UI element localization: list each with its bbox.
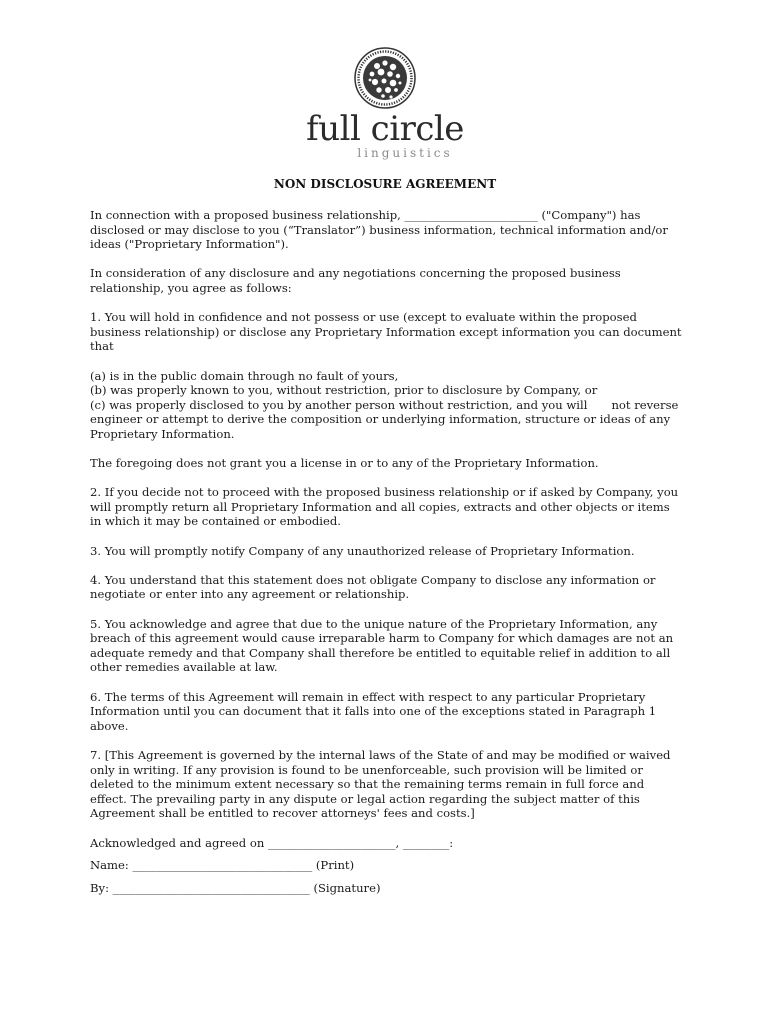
- company-logo: [0, 46, 770, 160]
- acknowledgement-line: Acknowledged and agreed on ______________________, ________:: [90, 835, 454, 850]
- clause-1: 1. You will hold in confidence and not possess or use (except to evaluate within the proposed business relationship) or disclose any Proprietary Information except information you can document that: [90, 310, 682, 354]
- clause-4: 4. You understand that this statement does not obligate Company to disclose any information or negotiate or enter into any agreement or relationship.: [90, 572, 656, 602]
- clause-5: 5. You acknowledge and agree that due to the unique nature of the Proprietary Information, any breach of this agreement would cause irreparable harm to Company for which damages are not an adequate remedy and that Company shall therefore be entitled to equitable relief in addition to all other remedies available at law.: [90, 616, 674, 675]
- clause-7: 7. [This Agreement is governed by the internal laws of the State of and may be modified or waived only in writing. If any provision is found to be unenforceable, such provision will be limited or deleted to the minimum extent necessary so that the remaining terms remain in full force and effect. The prevailing party in any dispute or legal action regarding the subject matter of this Agreement shall be entitled to recover attorneys' fees and costs.]: [90, 747, 671, 821]
- exception-c: (c) was properly disclosed to you by another person without restriction, and you will: [90, 397, 588, 412]
- clause-2: 2. If you decide not to proceed with the proposed business relationship or if asked by Company, you will promptly return all Proprietary Information and all copies, extracts and other objects or items in which it may be contained or embodied.: [90, 485, 679, 529]
- circle-logo-icon: [353, 46, 417, 110]
- clause-1-exceptions: [90, 369, 682, 442]
- name-signature-line: Name: _______________________________ (Print): [90, 858, 355, 873]
- license-paragraph: The foregoing does not grant you a license in or to any of the Proprietary Information.: [90, 456, 599, 471]
- brand-name: full circle: [306, 109, 464, 149]
- brand-tagline: linguistics: [357, 146, 453, 160]
- clause-6: 6. The terms of this Agreement will remain in effect with respect to any particular Proprietary Information until you can document that it falls into one of the exceptions stated in Paragraph 1 above.: [90, 689, 657, 733]
- exception-b: (b) was properly known to you, without restriction, prior to disclosure by Company, or: [90, 383, 598, 398]
- agreement-body: [90, 208, 682, 903]
- consideration-paragraph: In consideration of any disclosure and any negotiations concerning the proposed business relationship, you agree as follows:: [90, 266, 621, 295]
- document-title: NON DISCLOSURE AGREEMENT: [273, 177, 497, 191]
- clause-3: 3. You will promptly notify Company of any unauthorized release of Proprietary Information.: [90, 543, 635, 558]
- exception-a: (a) is in the public domain through no fault of yours,: [90, 368, 399, 383]
- by-signature-line: By: __________________________________ (Signature): [90, 880, 381, 895]
- exception-c-continued: not reverse engineer or attempt to derive the composition or underlying information, structure or ideas of any Proprietary Information.: [90, 397, 679, 441]
- intro-paragraph: In connection with a proposed business relationship, _______________________ ("Company") has disclosed or may disclose to you (“Translator”) business information, technical information and/or ideas ("Proprietary Information").: [90, 208, 668, 252]
